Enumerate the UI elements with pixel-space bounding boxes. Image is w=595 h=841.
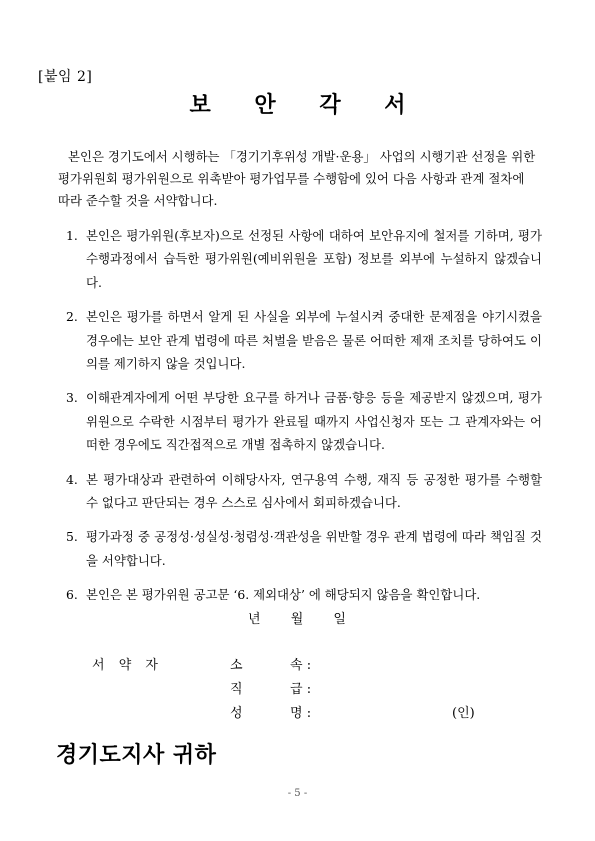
position-row [230,678,326,697]
name-row [230,702,326,721]
pledge-item [58,224,542,294]
position-label-a: 직 [230,682,243,697]
pledge-number: 6. [66,587,78,603]
intro-paragraph: 본인은 경기도에서 시행하는 「경기기후위성 개발·운용」 사업의 시행기관 선정을 위한 평가위원회 평가위원으로 위촉받아 평가업무를 수행함에 있어 다음 사항과 관계 절차에 따라 준수할 것을 서약합니다. [58,149,536,208]
affiliation-label-b: 속 : [290,658,312,673]
pledge-number: 2. [66,309,78,325]
position-label-b: 급 : [290,682,312,697]
signer-role-label: 서 약 자 [92,658,163,673]
pledge-text: 본인은 평가를 하면서 알게 된 사실을 외부에 누설시켜 중대한 문제점을 야기시켰을 경우에는 보안 관계 법령에 따른 처벌을 받음은 물론 어떠한 제재 조치를 당하여도 이의를 제기하지 않을 것입니다. [86,309,542,372]
attachment-label: [붙임 2] [38,69,93,85]
pledge-number: 3. [66,390,78,406]
seal-placeholder: (인) [452,706,475,721]
pledge-item [58,525,542,572]
pledge-text: 이해관계자에게 어떤 부당한 요구를 하거나 금품·향응 등을 제공받지 않겠으며, 평가위원으로 수락한 시점부터 평가가 완료될 때까지 사업신청자 또는 그 관계자와는 어떠한 경우에도 직간접적으로 개별 접촉하지 않겠습니다. [86,390,542,453]
pledge-list [58,224,542,618]
affiliation-row [230,654,326,673]
page-number: - 5 - [287,788,308,799]
date-line: 년 월 일 [248,612,347,627]
addressee: 경기도지사 귀하 [56,743,217,768]
pledge-item [58,305,542,375]
pledge-text: 평가과정 중 공정성·성실성·청렴성·객관성을 위반할 경우 관계 법령에 따라 책임질 것을 서약합니다. [86,529,542,568]
pledge-item [58,583,542,606]
pledge-number: 1. [66,228,78,243]
pledge-text: 본인은 평가위원(후보자)으로 선정된 사항에 대하여 보안유지에 철저를 기하며, 평가 수행과정에서 습득한 평가위원(예비위원을 포함) 정보를 외부에 누설하지 않겠습니다. [86,228,542,290]
pledge-text: 본인은 본 평가위원 공고문 ‘6. 제외대상’ 에 해당되지 않음을 확인합니다. [86,587,481,603]
pledge-item [58,386,542,456]
pledge-number: 4. [66,471,78,487]
name-label-a: 성 [230,706,243,721]
pledge-number: 5. [66,529,78,545]
affiliation-label-a: 소 [230,658,243,673]
pledge-item [58,468,542,515]
document-title: 보 안 각 서 [189,93,424,118]
pledge-text: 본 평가대상과 관련하여 이해당사자, 연구용역 수행, 재직 등 공정한 평가를 수행할 수 없다고 판단되는 경우 스스로 심사에서 회피하겠습니다. [86,471,542,511]
name-label-b: 명 : [290,706,312,721]
